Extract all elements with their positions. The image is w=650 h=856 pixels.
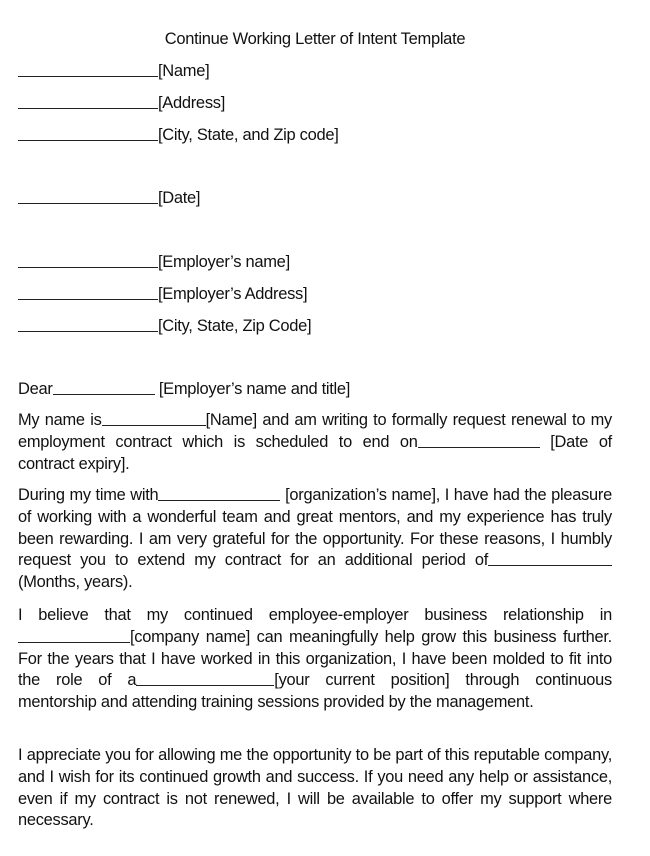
employer-address-label: [Employer’s Address]	[158, 285, 308, 303]
employer-name-line	[18, 251, 290, 273]
p3-text-a: I believe that my continued employee-employer business relationship in	[18, 606, 612, 624]
p3-text-c: [your current position] through continuous mentorship and attending training sessions provided by the management.	[18, 671, 612, 712]
blank-line[interactable]	[53, 380, 155, 395]
sender-address-line	[18, 92, 225, 114]
blank-line[interactable]	[102, 411, 206, 426]
employer-name-label: [Employer’s name]	[158, 253, 290, 271]
date-line	[18, 187, 200, 209]
p1-text-c: [Date of contract expiry].	[18, 432, 612, 473]
blank-line[interactable]	[18, 253, 158, 268]
paragraph-4: I appreciate you for allowing me the opportunity to be part of this reputable company, and I wish for its continued growth and success. If you need any help or assistance, even if my contract is not renewed, I will be available to offer my support where necessary.	[18, 746, 612, 830]
p1-text-a: My name is	[18, 411, 102, 429]
blank-line[interactable]	[18, 317, 158, 332]
sender-city-line	[18, 124, 339, 146]
paragraph-1	[18, 410, 612, 475]
p2-text-b: [organization’s name], I have had the pleasure of working with a wonderful team and great mentors, and my experience has truly been rewarding. I am very grateful for the opportunity. For these reasons, I humbly request you to extend my contract for an additional period of	[18, 486, 612, 570]
employer-city-label: [City, State, Zip Code]	[158, 317, 312, 335]
blank-line[interactable]	[18, 189, 158, 204]
blank-line[interactable]	[18, 126, 158, 141]
blank-line[interactable]	[418, 433, 540, 448]
employer-city-line	[18, 315, 311, 337]
blank-line[interactable]	[18, 285, 158, 300]
employer-address-line	[18, 283, 307, 305]
blank-line[interactable]	[136, 671, 274, 686]
p2-text-c: (Months, years).	[18, 573, 133, 592]
salutation-placeholder: [Employer’s name and title]	[154, 380, 351, 398]
document-title: Continue Working Letter of Intent Template	[164, 30, 466, 48]
blank-line[interactable]	[18, 628, 130, 643]
p3-text-b: [company name] can meaningfully help grow this business further. For the years that I have worked in this organization, I have been molded to fit into the role of a	[18, 627, 612, 690]
blank-line[interactable]	[18, 62, 158, 77]
paragraph-2	[18, 485, 612, 594]
salutation-prefix: Dear	[18, 380, 53, 398]
date-label: [Date]	[158, 189, 201, 207]
p2-text-a: During my time with	[18, 486, 159, 504]
sender-address-label: [Address]	[158, 94, 225, 112]
blank-line[interactable]	[488, 551, 612, 566]
blank-line[interactable]	[18, 94, 158, 109]
p1-text-b: [Name] and am writing to formally request renewal to my employment contract which is scheduled to end on	[18, 411, 612, 451]
blank-line[interactable]	[158, 486, 280, 501]
sender-name-label: [Name]	[158, 62, 210, 80]
salutation	[18, 378, 350, 400]
sender-city-label: [City, State, and Zip code]	[158, 126, 339, 144]
paragraph-3	[18, 605, 612, 714]
sender-name-line	[18, 60, 209, 82]
